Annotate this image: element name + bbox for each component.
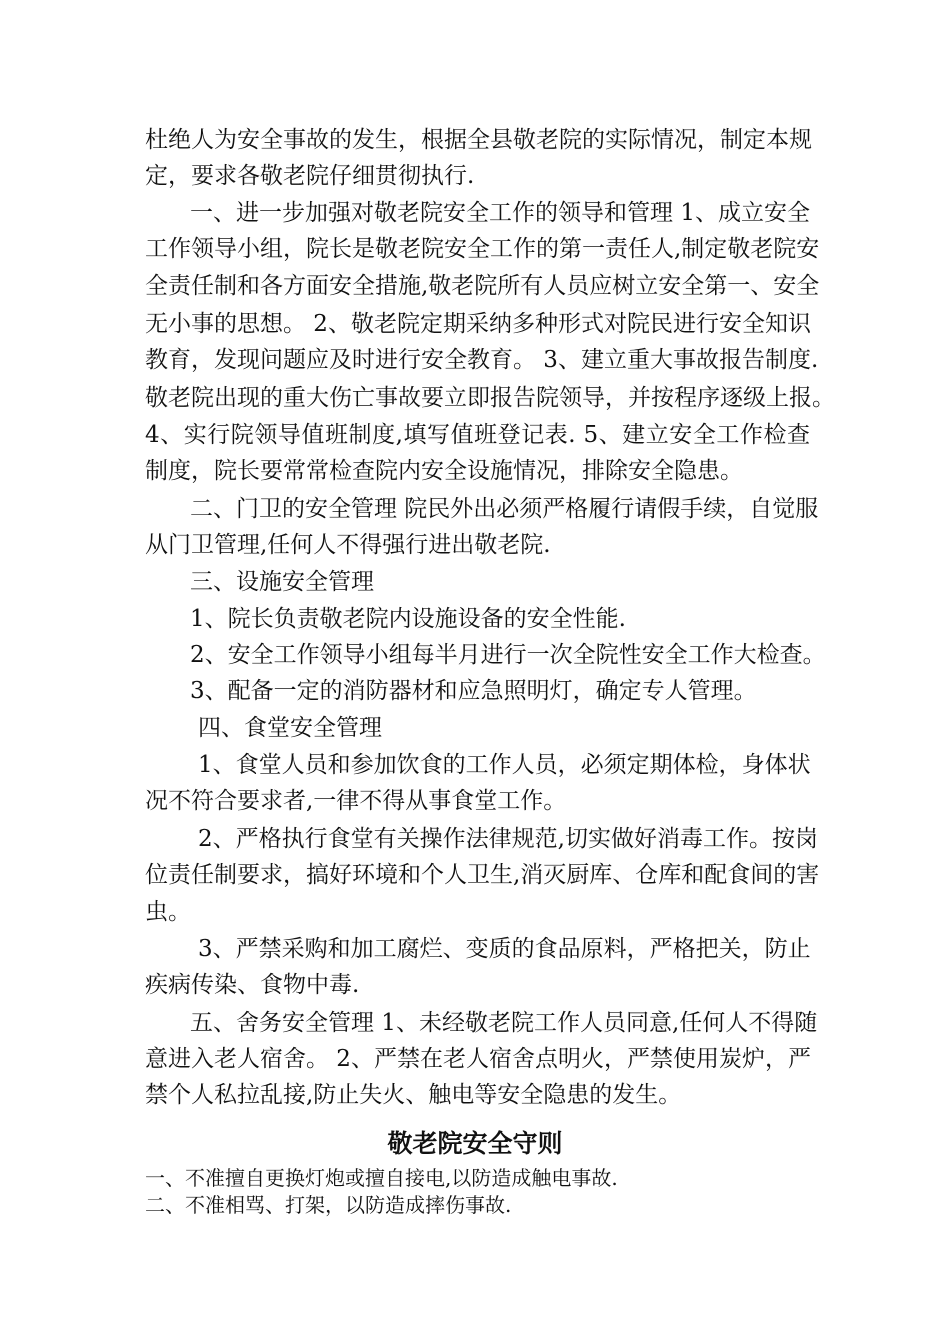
paragraph-line: 定，要求各敬老院仔细贯彻执行. (145, 163, 475, 189)
section-heading: 四、食堂安全管理 (198, 715, 382, 741)
paragraph-line: 禁个人私拉乱接,防止失火、触电等安全隐患的发生。 (145, 1082, 682, 1108)
section-heading: 三、设施安全管理 (190, 569, 374, 595)
paragraph-line: 工作领导小组，院长是敬老院安全工作的第一责任人,制定敬老院安 (145, 236, 820, 262)
paragraph-line: 3、配备一定的消防器材和应急照明灯，确定专人管理。 (190, 678, 757, 704)
rule-item: 二、不准相骂、打架，以防造成摔伤事故. (145, 1193, 512, 1217)
paragraph-line: 无小事的思想。 2、敬老院定期采纳多种形式对院民进行安全知识 (145, 311, 811, 337)
paragraph-line: 疾病传染、食物中毒. (145, 972, 360, 998)
paragraph-line: 况不符合要求者,一律不得从事食堂工作。 (145, 788, 567, 814)
paragraph-line: 敬老院出现的重大伤亡事故要立即报告院领导，并按程序逐级上报。 (145, 385, 835, 411)
paragraph-line: 杜绝人为安全事故的发生，根据全县敬老院的实际情况，制定本规 (145, 127, 812, 153)
paragraph-line: 制度，院长要常常检查院内安全设施情况，排除安全隐患。 (145, 458, 743, 484)
paragraph-line: 3、严禁采购和加工腐烂、变质的食品原料，严格把关，防止 (198, 936, 811, 962)
paragraph-line: 虫。 (145, 899, 191, 925)
paragraph-line: 1、院长负责敬老院内设施设备的安全性能. (190, 606, 626, 632)
rule-item: 一、不准擅自更换灯炮或擅自接电,以防造成触电事故. (145, 1166, 618, 1190)
paragraph-line: 从门卫管理,任何人不得强行进出敬老院. (145, 532, 551, 558)
paragraph-line: 2、严格执行食堂有关操作法律规范,切实做好消毒工作。按岗 (198, 826, 818, 852)
paragraph-line: 4、实行院领导值班制度,填写值班登记表. 5、建立安全工作检查 (145, 422, 810, 448)
paragraph-line: 教育，发现问题应及时进行安全教育。 3、建立重大事故报告制度. (145, 347, 819, 373)
paragraph-line: 位责任制要求，搞好环境和个人卫生,消灭厨库、仓库和配食间的害 (145, 862, 820, 888)
paragraph-line: 二、门卫的安全管理 院民外出必须严格履行请假手续，自觉服 (190, 496, 819, 522)
paragraph-line: 全责任制和各方面安全措施,敬老院所有人员应树立安全第一、安全 (145, 273, 820, 299)
paragraph-line: 1、食堂人员和参加饮食的工作人员，必须定期体检，身体状 (198, 752, 811, 778)
paragraph-line: 2、安全工作领导小组每半月进行一次全院性安全工作大检查。 (190, 642, 826, 668)
paragraph-line: 五、舍务安全管理 1、未经敬老院工作人员同意,任何人不得随 (190, 1010, 818, 1036)
paragraph-line: 意进入老人宿舍。 2、严禁在老人宿舍点明火，严禁使用炭炉，严 (145, 1046, 811, 1072)
paragraph-line: 一、进一步加强对敬老院安全工作的领导和管理 1、成立安全 (190, 200, 810, 226)
section-title: 敬老院安全守则 (387, 1129, 563, 1158)
